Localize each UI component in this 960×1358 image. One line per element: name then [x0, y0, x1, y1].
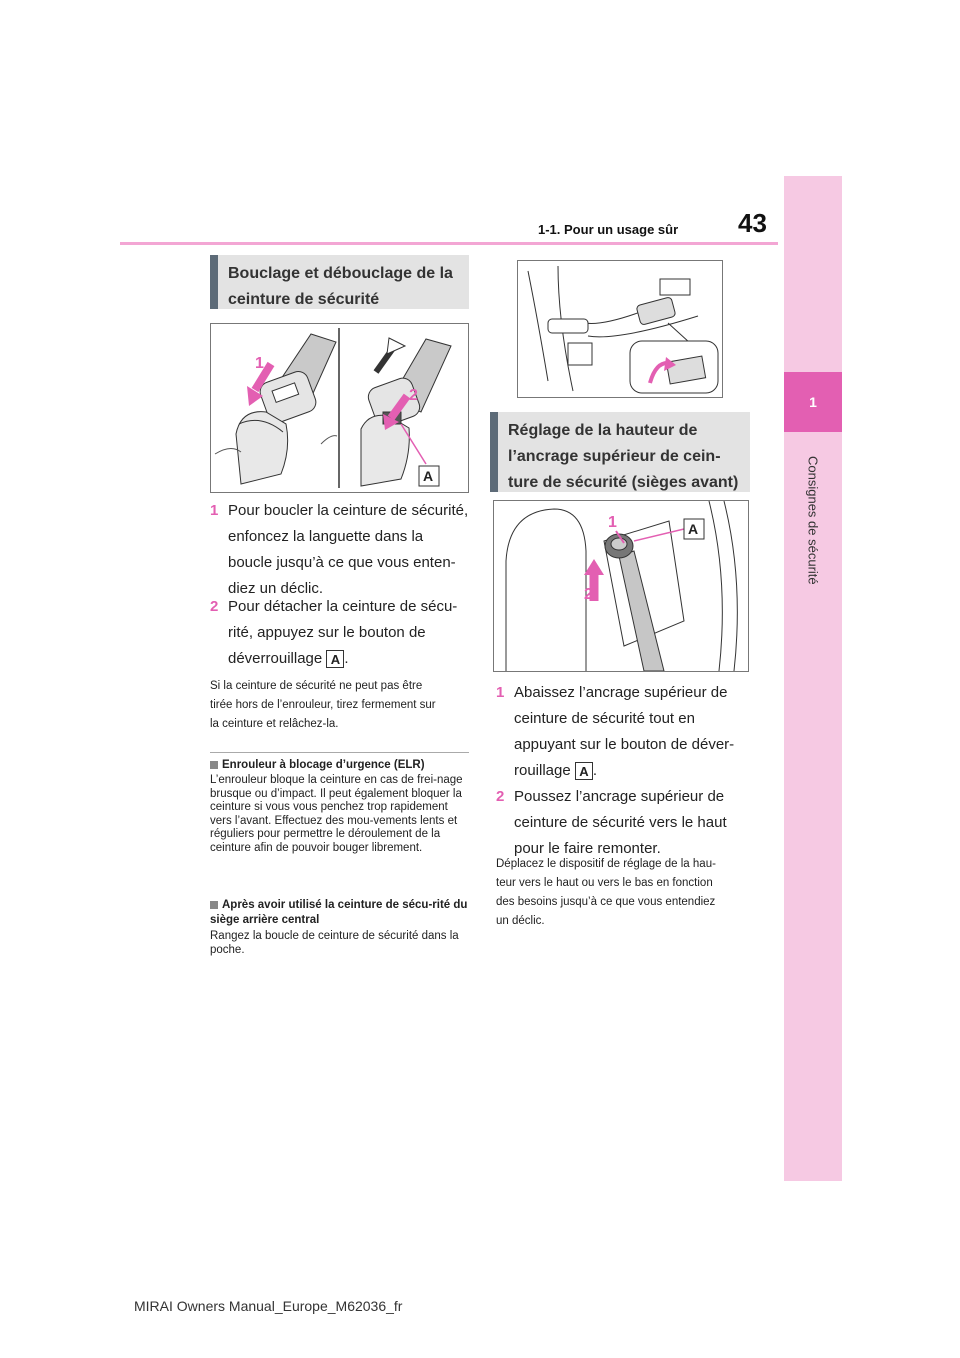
- heading-height-adjust: Réglage de la hauteur de l’ancrage supérieur de cein-ture de sécurité (sièges avant): [490, 412, 750, 492]
- left-step-1: 1 Pour boucler la ceinture de sécurité, enfoncez la languette dans la boucle jusqu’à ce que vous enten- diez un déclic.: [210, 502, 469, 597]
- svg-text:2: 2: [584, 586, 593, 603]
- figure-buckle: [210, 323, 469, 493]
- figure-rear-buckle: [517, 260, 723, 398]
- left-note: Si la ceinture de sécurité ne peut pas être tirée hors de l’enrouleur, tirez fermement sur la ceinture et relâchez-la.: [210, 680, 436, 730]
- chapter-tab: [784, 176, 842, 1181]
- section-title: 1-1. Pour un usage sûr: [538, 222, 679, 237]
- right-note: Déplacez le dispositif de réglage de la hau- teur vers le haut ou vers le bas en fonction des besoins jusqu’à ce que vous entendiez un déclic.: [496, 858, 716, 927]
- rear-buckle-illustration: [518, 261, 722, 397]
- rear-center-text: Rangez la boucle de ceinture de sécurité dans la poche.: [210, 930, 459, 956]
- right-step-2: 2 Poussez l’ancrage supérieur de ceinture de sécurité vers le haut pour le faire remonter.: [496, 788, 727, 857]
- figure-anchor: [493, 500, 749, 672]
- elr-text: L’enrouleur bloque la ceinture en cas de frei-nage brusque ou d’impact. Il peut également bloquer la ceinture si vous vous penchez trop rapidement vers l’avant. Effectuez des mou-vements lents et réguliers pour permettre le déroulement de la ceinture afin de pouvoir bouger librement.: [210, 774, 463, 854]
- svg-text:A: A: [688, 521, 699, 537]
- subhead-rear-center: Après avoir utilisé la ceinture de sécu-rité du siège arrière central: [210, 899, 468, 926]
- square-bullet-icon: [210, 901, 218, 909]
- left-step-2: 2 Pour détacher la ceinture de sécu- rité, appuyez sur le bouton de déverrouillage A .: [210, 598, 458, 668]
- header-rule: [120, 242, 778, 245]
- square-bullet-icon: [210, 761, 218, 769]
- svg-text:1: 1: [608, 514, 617, 531]
- footer-manual-id: MIRAI Owners Manual_Europe_M62036_fr: [134, 1298, 403, 1314]
- chapter-label: Consignes de sécurité: [805, 455, 821, 585]
- right-step-1: 1 Abaissez l’ancrage supérieur de ceinture de sécurité tout en appuyant sur le bouton de déver- rouillage A .: [496, 684, 735, 780]
- heading-buckling: Bouclage et débouclage de la ceinture de sécurité: [210, 255, 469, 309]
- svg-text:2: 2: [409, 387, 418, 404]
- buckle-illustration: [211, 324, 468, 492]
- unlock-button-key: A: [575, 762, 593, 780]
- svg-text:1: 1: [255, 355, 264, 372]
- anchor-illustration: [494, 501, 748, 671]
- section-divider: [210, 752, 469, 753]
- page-number: 43: [738, 208, 767, 238]
- unlock-button-key: A: [326, 650, 344, 668]
- chapter-number: 1: [784, 372, 842, 432]
- svg-text:A: A: [423, 468, 434, 484]
- subhead-elr: Enrouleur à blocage d’urgence (ELR): [210, 758, 472, 773]
